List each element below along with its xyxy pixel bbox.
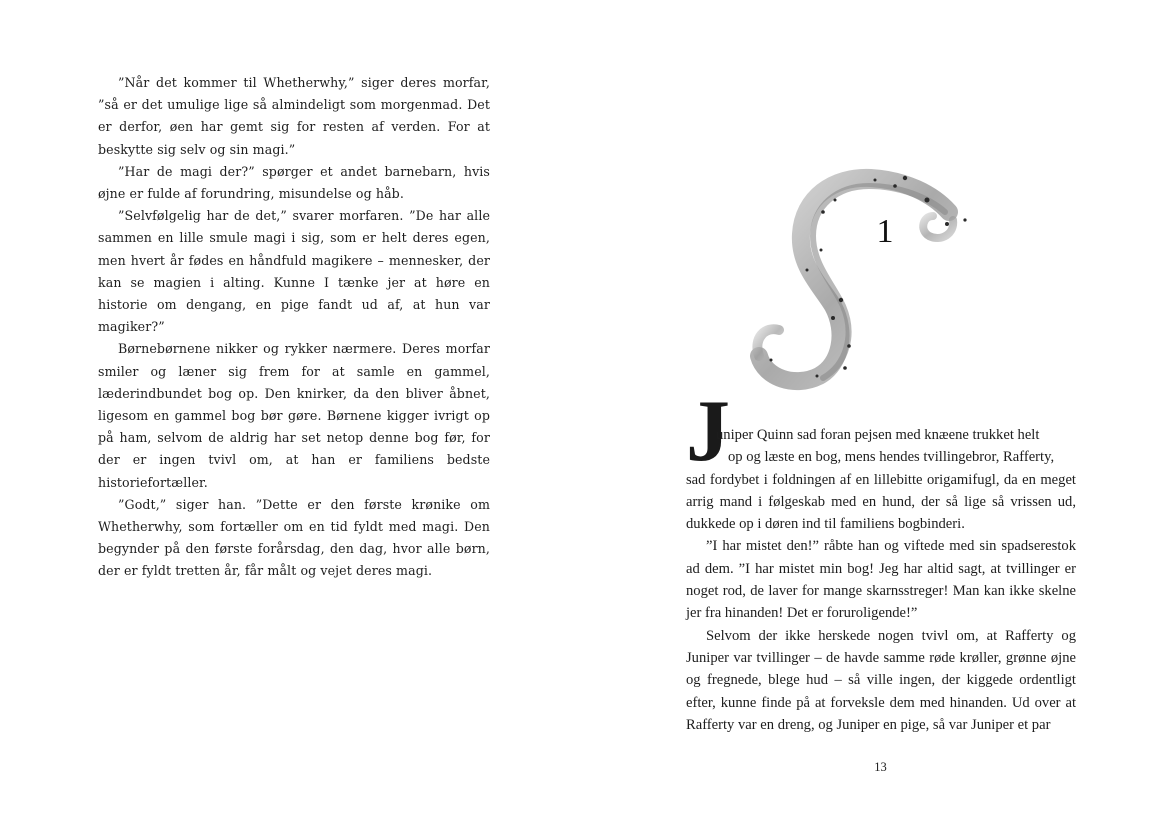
right-page bbox=[587, 0, 1174, 832]
chapter-text bbox=[686, 424, 1076, 736]
prologue-paragraph-1: ”Når det kommer til Whetherwhy,” siger deres morfar, ”så er det umulige lige så almindeligt som morgenmad. Det er derfor, øen har gemt sig for resten af verden. For at beskytte sig selv og sin magi.” bbox=[98, 75, 490, 157]
prologue-text bbox=[98, 72, 490, 583]
prologue-paragraph-4: Børnebørnene nikker og rykker nærmere. Deres morfar smiler og læner sig frem for at samle en gammel, læderindbundet bog op. Den knirker, da den bliver åbnet, ligesom en gammel bog bør gøre. Børnene kigger ivrigt op på ham, selvom de aldrig har set netop denne bog før, for der er ingen tvivl om, at han er familiens bedste historiefortæller. bbox=[98, 341, 490, 490]
chapter-paragraph-1-rest: sad fordybet i foldningen af en lillebitte origamifugl, da en meget arrig mand i følgeskab med en hund, der så lige så vrissen ud, dukkede op i døren ind til familiens bogbinderi. bbox=[686, 471, 1076, 533]
chapter-number: 1 bbox=[876, 213, 894, 250]
prologue-paragraph-2: ”Har de magi der?” spørger et andet barnebarn, hvis øjne er fulde af forundring, misundelse og håb. bbox=[98, 163, 490, 202]
page-number: 13 bbox=[874, 760, 887, 774]
chapter-line-1: uniper Quinn sad foran pejsen med knæene trukket helt bbox=[716, 427, 1040, 443]
chapter-paragraph-2: ”I har mistet den!” råbte han og viftede med sin spadserestok ad dem. ”I har mistet min bog! Jeg har altid sagt, at tvillinger er noget rod, de laver for mange skarnsstreger! Man kan ikke skelne jer fra hinanden! Det er foruroligende!” bbox=[686, 538, 1076, 622]
prologue-paragraph-5: ”Godt,” siger han. ”Dette er den første krønike om Whetherwhy, som fortæller om en tid fyldt med magi. Den begynder på den første forårsdag, den dag, hvor alle børn, der er fyldt tretten år, får målt og vejet deres magi. bbox=[98, 496, 490, 579]
prologue-paragraph-3: ”Selvfølgelig har de det,” svarer morfaren. ”De har alle sammen en lille smule magi i sig, som er helt deres egen, men hvert år fødes en håndfuld magikere – mennesker, der kan se magien i alting. Kunne I tænke jer at høre en historie om dengang, en pige fandt ud af, at hun var magiker?” bbox=[98, 208, 490, 335]
drop-cap: J bbox=[686, 383, 730, 480]
chapter-line-2: op og læste en bog, mens hendes tvillingebror, Rafferty, bbox=[728, 449, 1055, 466]
chapter-paragraph-1 bbox=[686, 424, 1076, 535]
swirl-illustration bbox=[737, 150, 977, 400]
chapter-paragraph-3: Selvom der ikke herskede nogen tvivl om, at Rafferty og Juniper var tvillinger – de havde samme røde krøller, grønne øjne og fregnede, blege hud – så ville ingen, der kiggede ordentligt efter, kunne finde på at forveksle dem med hinanden. Ud over at Rafferty var en dreng, og Juniper en pige, så var Juniper et par bbox=[686, 627, 1076, 733]
